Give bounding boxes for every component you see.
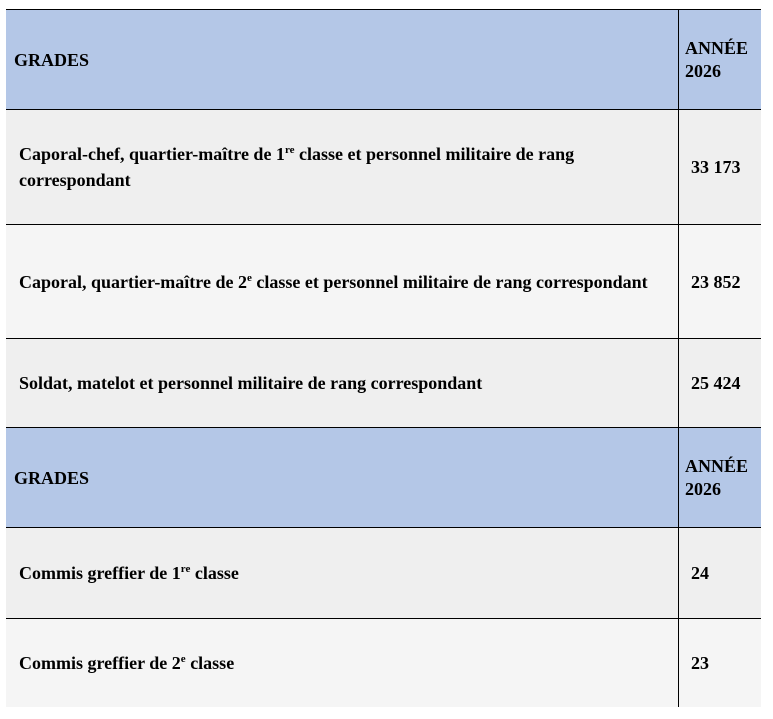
header-grades: GRADES	[14, 467, 90, 488]
grade-value: 25 424	[678, 339, 761, 427]
table-row	[6, 528, 761, 619]
grade-label: Commis greffier de 1re classe	[19, 563, 239, 583]
table-header	[6, 427, 761, 528]
grade-value: 23	[678, 619, 761, 707]
table-row	[6, 619, 761, 707]
header-annee-year: 2026	[685, 478, 721, 499]
table-row	[6, 110, 761, 225]
grade-value: 33 173	[678, 110, 761, 224]
header-annee-label: ANNÉE	[685, 455, 749, 476]
grades-table-1	[6, 9, 761, 428]
header-grades: GRADES	[14, 49, 90, 70]
table-header	[6, 9, 761, 110]
header-annee	[678, 428, 761, 527]
grade-label: Caporal, quartier-maître de 2e classe et personnel militaire de rang correspondant	[19, 271, 648, 292]
grade-label: Commis greffier de 2e classe	[19, 653, 235, 673]
grade-label: Caporal-chef, quartier-maître de 1re classe et personnel militaire de rang correspondant	[19, 144, 575, 190]
grade-label: Soldat, matelot et personnel militaire de rang correspondant	[19, 373, 483, 393]
grade-value: 23 852	[678, 225, 761, 338]
table-row	[6, 225, 761, 339]
grade-value: 24	[678, 528, 761, 618]
header-annee-year: 2026	[685, 60, 721, 81]
table-row	[6, 339, 761, 428]
grades-table-2	[6, 427, 761, 707]
header-annee-label: ANNÉE	[685, 37, 749, 58]
header-annee	[678, 10, 761, 109]
